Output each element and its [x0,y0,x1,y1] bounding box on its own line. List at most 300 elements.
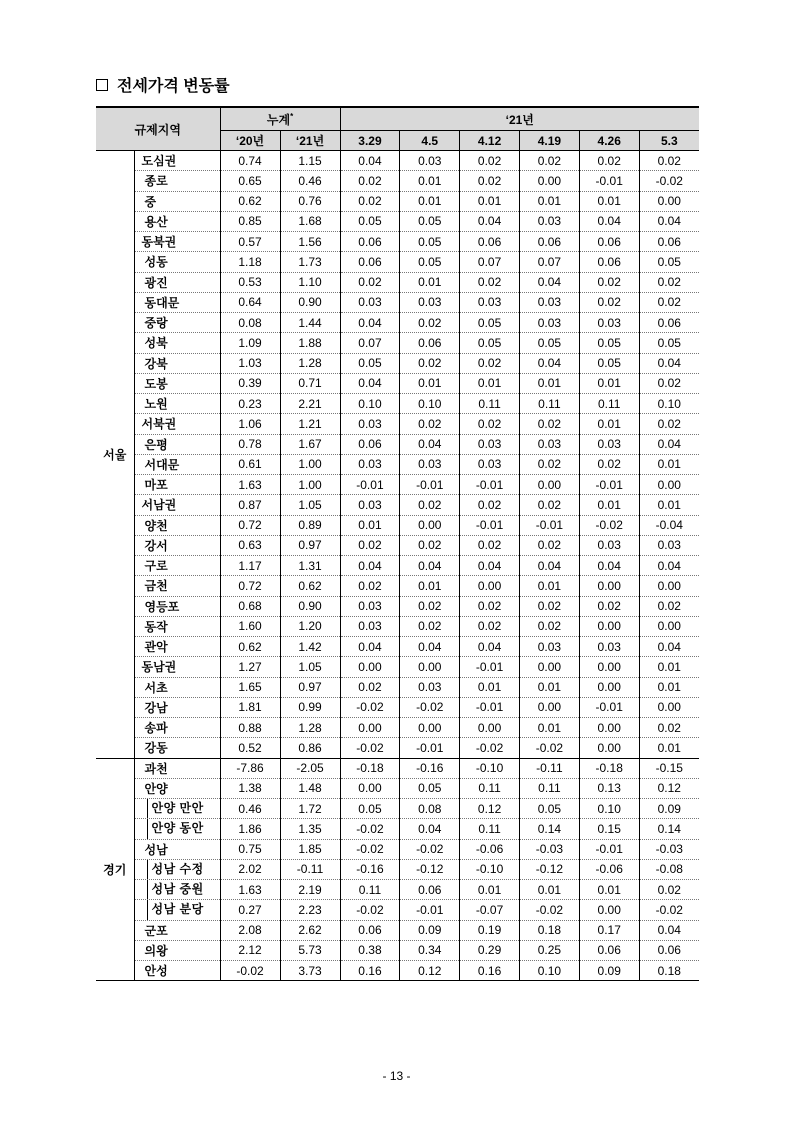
value-cell: 0.61 [220,454,280,474]
value-cell: 0.04 [639,556,699,576]
table-row [96,333,699,353]
value-cell: 0.01 [519,677,579,697]
value-cell: 0.00 [639,191,699,211]
value-cell: 0.06 [639,232,699,252]
value-cell: 0.10 [579,799,639,819]
value-cell: 0.04 [460,637,520,657]
table-row [96,434,699,454]
value-cell: 0.76 [280,191,340,211]
value-cell: 0.04 [639,211,699,231]
value-cell: 0.03 [639,535,699,555]
header-col-6: 4.26 [579,131,639,151]
value-cell: 0.01 [579,373,639,393]
value-cell: 0.00 [340,657,400,677]
value-cell: 1.15 [280,151,340,171]
value-cell: 0.02 [460,414,520,434]
table-row [96,313,699,333]
value-cell: -0.02 [639,900,699,920]
value-cell: 0.01 [579,191,639,211]
table-row [96,819,699,839]
header-col-3: 4.5 [400,131,460,151]
value-cell: -0.10 [460,859,520,879]
district-name: 성남 [134,839,220,859]
header-col-1: ‘21년 [280,131,340,151]
value-cell: -0.02 [340,900,400,920]
value-cell: 0.08 [220,313,280,333]
value-cell: 0.06 [579,232,639,252]
sub-district-label: 안양 만안 [147,799,220,818]
value-cell: 0.02 [579,596,639,616]
value-cell: 0.72 [220,576,280,596]
value-cell: 0.02 [460,353,520,373]
header-cumulative-label: 누계 [266,112,291,127]
value-cell: -0.01 [579,171,639,191]
value-cell: 0.03 [519,434,579,454]
value-cell: -0.02 [519,738,579,758]
district-name: 성북 [134,333,220,353]
table-row [96,535,699,555]
sub-district-label: 성남 분당 [147,900,220,919]
value-cell: 0.02 [460,535,520,555]
value-cell: 0.27 [220,900,280,920]
value-cell: -0.02 [340,738,400,758]
section-title [96,73,230,96]
district-name: 동작 [134,616,220,636]
value-cell: 0.64 [220,292,280,312]
value-cell: 0.06 [579,940,639,960]
table-row [96,576,699,596]
value-cell: 0.05 [519,333,579,353]
value-cell: 0.14 [639,819,699,839]
district-name: 용산 [134,211,220,231]
value-cell: 0.03 [400,454,460,474]
value-cell: -0.02 [400,839,460,859]
value-cell: 0.00 [579,718,639,738]
table-row [96,880,699,900]
table-row [96,232,699,252]
value-cell: 0.16 [460,961,520,981]
value-cell: 0.01 [579,495,639,515]
value-cell: 0.04 [639,920,699,940]
table-row [96,900,699,920]
value-cell: 1.44 [280,313,340,333]
value-cell: 0.75 [220,839,280,859]
value-cell: 0.01 [579,414,639,434]
table-row [96,191,699,211]
value-cell: 0.71 [280,373,340,393]
district-name: 관악 [134,637,220,657]
value-cell: 0.09 [579,961,639,981]
value-cell: -0.02 [460,738,520,758]
value-cell: 0.97 [280,535,340,555]
value-cell: 0.02 [639,373,699,393]
value-cell: 0.02 [639,272,699,292]
value-cell: 0.03 [579,535,639,555]
value-cell: -0.18 [340,758,400,778]
value-cell: 1.31 [280,556,340,576]
value-cell: 1.00 [280,475,340,495]
district-name: 중 [134,191,220,211]
district-name [134,900,220,920]
value-cell: 0.03 [340,596,400,616]
value-cell: 0.02 [639,292,699,312]
header-region: 규제지역 [96,107,220,151]
table-row [96,151,699,171]
value-cell: 0.02 [460,616,520,636]
value-cell: 0.02 [579,292,639,312]
value-cell: 0.05 [579,353,639,373]
value-cell: 0.06 [340,232,400,252]
value-cell: 0.04 [460,211,520,231]
value-cell: 0.00 [460,718,520,738]
value-cell: 0.01 [639,495,699,515]
district-name: 의왕 [134,940,220,960]
header-year-2021: ‘21년 [340,107,699,131]
table-row [96,394,699,414]
section-title-text: 전세가격 변동률 [117,78,230,95]
value-cell: 0.03 [340,454,400,474]
value-cell: 0.00 [519,475,579,495]
value-cell: 1.88 [280,333,340,353]
table-row [96,778,699,798]
value-cell: 0.01 [519,718,579,738]
value-cell: 0.02 [340,171,400,191]
table-row [96,556,699,576]
value-cell: 0.03 [460,454,520,474]
value-cell: 0.00 [340,718,400,738]
value-cell: 1.65 [220,677,280,697]
sub-district-label: 안양 동안 [147,819,220,838]
value-cell: 0.00 [519,657,579,677]
value-cell: 0.02 [519,454,579,474]
value-cell: 0.57 [220,232,280,252]
value-cell: -0.01 [400,475,460,495]
value-cell: 0.02 [579,272,639,292]
district-name: 강남 [134,697,220,717]
value-cell: -0.01 [579,697,639,717]
value-cell: 0.03 [519,637,579,657]
value-cell: -0.01 [460,657,520,677]
value-cell: 0.17 [579,920,639,940]
value-cell: 1.48 [280,778,340,798]
value-cell: 0.04 [340,373,400,393]
value-cell: 0.12 [460,799,520,819]
value-cell: -0.16 [340,859,400,879]
value-cell: -0.07 [460,900,520,920]
value-cell: 0.06 [639,313,699,333]
value-cell: 0.19 [460,920,520,940]
district-name: 양천 [134,515,220,535]
value-cell: 0.90 [280,596,340,616]
value-cell: 0.02 [639,151,699,171]
value-cell: -0.01 [460,697,520,717]
value-cell: 0.01 [400,373,460,393]
table-row [96,718,699,738]
value-cell: 0.03 [460,434,520,454]
district-name: 강동 [134,738,220,758]
value-cell: -0.12 [400,859,460,879]
value-cell: 0.38 [340,940,400,960]
value-cell: 0.00 [579,576,639,596]
value-cell: 1.38 [220,778,280,798]
value-cell: 0.00 [460,576,520,596]
value-cell: -0.01 [400,738,460,758]
district-name: 노원 [134,394,220,414]
value-cell: 0.63 [220,535,280,555]
value-cell: 0.46 [280,171,340,191]
value-cell: 0.02 [400,495,460,515]
value-cell: 1.72 [280,799,340,819]
value-cell: 0.06 [519,232,579,252]
table-row [96,758,699,778]
table-row [96,697,699,717]
value-cell: 0.01 [460,373,520,393]
value-cell: 0.05 [400,252,460,272]
district-name: 영등포 [134,596,220,616]
value-cell: 0.99 [280,697,340,717]
header-col-2: 3.29 [340,131,400,151]
table-row [96,839,699,859]
value-cell: -0.01 [460,515,520,535]
value-cell: 0.00 [579,677,639,697]
value-cell: 0.00 [519,697,579,717]
value-cell: 2.08 [220,920,280,940]
value-cell: 0.04 [639,353,699,373]
value-cell: 0.16 [340,961,400,981]
value-cell: 0.53 [220,272,280,292]
value-cell: 0.01 [460,880,520,900]
value-cell: 0.10 [519,961,579,981]
value-cell: 0.03 [340,292,400,312]
value-cell: 0.89 [280,515,340,535]
value-cell: 0.01 [460,677,520,697]
value-cell: 2.21 [280,394,340,414]
value-cell: 0.03 [400,677,460,697]
value-cell: 1.81 [220,697,280,717]
value-cell: 5.73 [280,940,340,960]
jeonse-price-change-table [96,106,699,981]
value-cell: -0.01 [400,900,460,920]
value-cell: 0.02 [400,414,460,434]
value-cell: -0.01 [579,839,639,859]
value-cell: -0.01 [519,515,579,535]
district-name: 성동 [134,252,220,272]
value-cell: 1.60 [220,616,280,636]
value-cell: 0.05 [340,353,400,373]
value-cell: 1.63 [220,880,280,900]
sub-district-label: 성남 중원 [147,880,220,899]
value-cell: 1.35 [280,819,340,839]
header-cumulative [220,107,340,131]
value-cell: 2.12 [220,940,280,960]
value-cell: 0.87 [220,495,280,515]
value-cell: 0.85 [220,211,280,231]
value-cell: 0.01 [639,454,699,474]
value-cell: -0.01 [340,475,400,495]
value-cell: 0.03 [460,292,520,312]
value-cell: 0.05 [639,252,699,272]
value-cell: 0.06 [639,940,699,960]
value-cell: 0.03 [579,637,639,657]
value-cell: 0.04 [340,313,400,333]
value-cell: -0.01 [460,475,520,495]
value-cell: 0.39 [220,373,280,393]
value-cell: 0.02 [340,576,400,596]
value-cell: 0.11 [460,394,520,414]
district-name [134,880,220,900]
value-cell: 0.72 [220,515,280,535]
value-cell: 0.03 [519,313,579,333]
value-cell: 1.05 [280,657,340,677]
value-cell: 0.03 [400,151,460,171]
table-row [96,515,699,535]
table-row [96,961,699,981]
value-cell: -7.86 [220,758,280,778]
value-cell: -0.16 [400,758,460,778]
value-cell: 0.05 [579,333,639,353]
value-cell: 0.02 [400,596,460,616]
value-cell: -0.02 [220,961,280,981]
value-cell: 0.05 [460,313,520,333]
value-cell: 0.03 [340,414,400,434]
value-cell: 0.10 [639,394,699,414]
value-cell: 1.56 [280,232,340,252]
value-cell: 0.03 [519,211,579,231]
value-cell: 0.02 [340,191,400,211]
value-cell: -2.05 [280,758,340,778]
value-cell: 0.11 [519,394,579,414]
value-cell: 1.73 [280,252,340,272]
value-cell: -0.08 [639,859,699,879]
table-row [96,637,699,657]
table-row [96,353,699,373]
value-cell: 0.03 [519,292,579,312]
value-cell: -0.01 [579,475,639,495]
value-cell: 0.02 [460,495,520,515]
value-cell: 0.06 [340,434,400,454]
value-cell: 0.02 [519,596,579,616]
district-name: 중랑 [134,313,220,333]
value-cell: 0.04 [579,556,639,576]
value-cell: 0.02 [400,535,460,555]
value-cell: -0.02 [639,171,699,191]
header-cumulative-mark: * [290,111,294,121]
value-cell: -0.11 [519,758,579,778]
value-cell: -0.04 [639,515,699,535]
table-row [96,454,699,474]
header-col-0: ‘20년 [220,131,280,151]
table-row [96,799,699,819]
value-cell: 0.05 [340,211,400,231]
table-row [96,940,699,960]
district-name: 군포 [134,920,220,940]
value-cell: 0.06 [340,920,400,940]
value-cell: 0.01 [340,515,400,535]
region-cell: 경기 [96,758,134,981]
value-cell: 0.97 [280,677,340,697]
district-name: 강북 [134,353,220,373]
value-cell: 1.63 [220,475,280,495]
table-row [96,596,699,616]
value-cell: 0.02 [639,718,699,738]
value-cell: 0.02 [340,535,400,555]
value-cell: 1.68 [280,211,340,231]
value-cell: -0.03 [639,839,699,859]
value-cell: 1.21 [280,414,340,434]
value-cell: 0.04 [519,353,579,373]
value-cell: 0.04 [639,434,699,454]
value-cell: 0.04 [340,556,400,576]
value-cell: 0.29 [460,940,520,960]
value-cell: 0.04 [340,637,400,657]
value-cell: 0.74 [220,151,280,171]
value-cell: 0.62 [220,637,280,657]
value-cell: 1.17 [220,556,280,576]
district-name: 도봉 [134,373,220,393]
district-name: 안양 [134,778,220,798]
value-cell: 0.52 [220,738,280,758]
value-cell: 2.02 [220,859,280,879]
table-row [96,171,699,191]
value-cell: 0.00 [579,738,639,758]
value-cell: -0.02 [519,900,579,920]
value-cell: 0.04 [400,434,460,454]
value-cell: -0.03 [519,839,579,859]
value-cell: 0.04 [400,637,460,657]
district-name [134,859,220,879]
value-cell: 0.00 [519,171,579,191]
value-cell: -0.15 [639,758,699,778]
table-row [96,920,699,940]
value-cell: 0.01 [400,171,460,191]
value-cell: 0.62 [220,191,280,211]
value-cell: 0.08 [400,799,460,819]
value-cell: 0.78 [220,434,280,454]
value-cell: 0.06 [340,252,400,272]
value-cell: 0.06 [400,333,460,353]
value-cell: 0.03 [340,616,400,636]
value-cell: -0.12 [519,859,579,879]
value-cell: 0.15 [579,819,639,839]
value-cell: 0.01 [400,576,460,596]
value-cell: 0.14 [519,819,579,839]
value-cell: 0.00 [579,616,639,636]
value-cell: 3.73 [280,961,340,981]
value-cell: 0.01 [519,191,579,211]
value-cell: -0.02 [340,819,400,839]
header-col-4: 4.12 [460,131,520,151]
value-cell: 1.85 [280,839,340,859]
district-name: 종로 [134,171,220,191]
value-cell: 0.06 [460,232,520,252]
value-cell: 0.02 [579,454,639,474]
value-cell: 1.27 [220,657,280,677]
value-cell: 0.04 [460,556,520,576]
value-cell: 0.11 [519,778,579,798]
value-cell: 0.00 [400,515,460,535]
value-cell: 0.03 [340,495,400,515]
value-cell: 0.02 [460,596,520,616]
value-cell: -0.02 [579,515,639,535]
value-cell: 0.12 [400,961,460,981]
table-row [96,292,699,312]
table-row [96,211,699,231]
table-body [96,151,699,981]
value-cell: 0.13 [579,778,639,798]
value-cell: 0.01 [460,191,520,211]
value-cell: 0.11 [460,778,520,798]
value-cell: 1.05 [280,495,340,515]
